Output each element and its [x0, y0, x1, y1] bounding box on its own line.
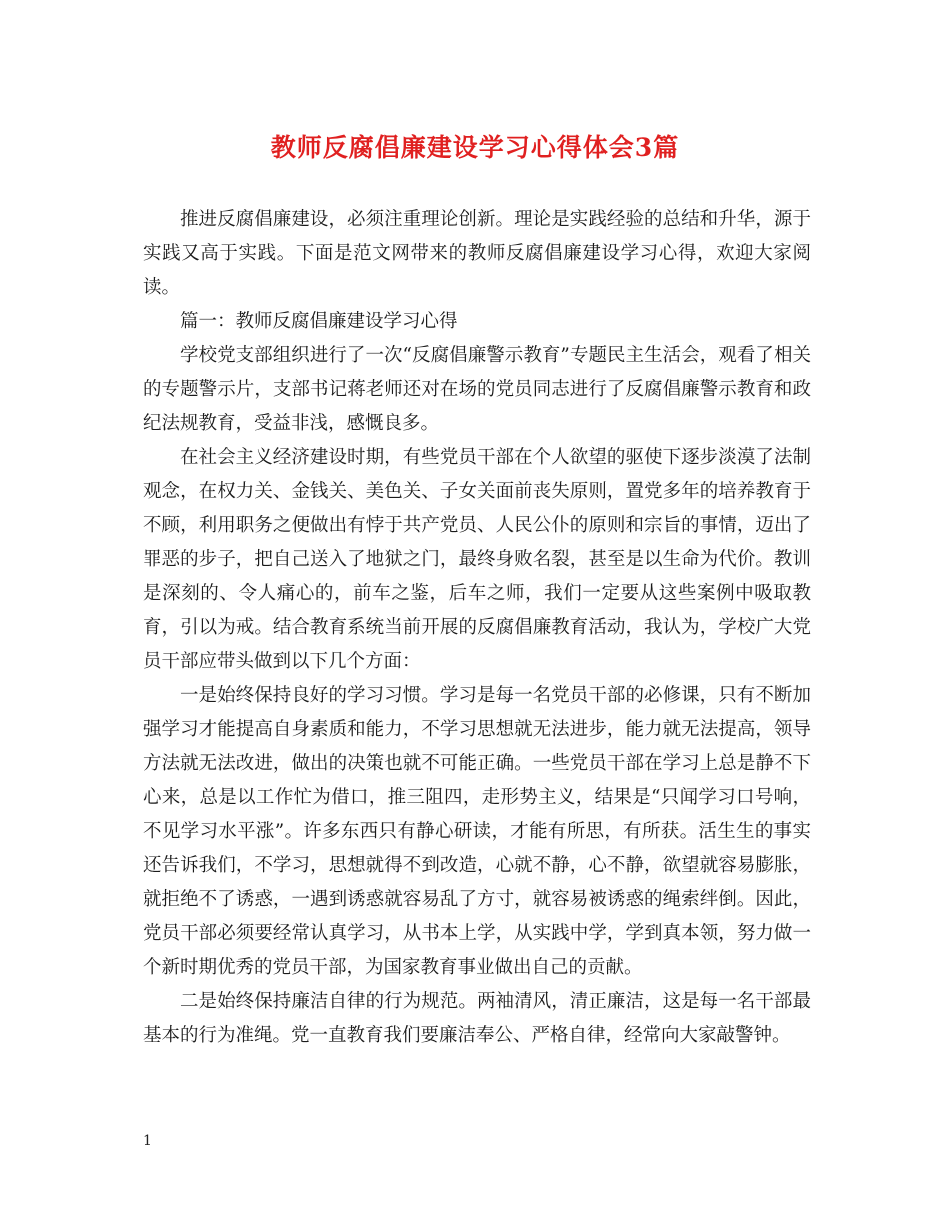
page-number: 1	[143, 1133, 152, 1149]
paragraph-body: 一是始终保持良好的学习习惯。学习是每一名党员干部的必修课，只有不断加强学习才能提高自身素质和能力，不学习思想就无法进步，能力就无法提高，领导方法就无法改进，做出的决策也就不可能正确。一些党员干部在学习上总是静不下心来，总是以工作忙为借口，推三阻四，走形势主义，结果是“只闻学习口号响，不见学习水平涨”。许多东西只有静心研读，才能有所思，有所获。活生生的事实还告诉我们，不学习，思想就得不到改造，心就不静，心不静，欲望就容易膨胀，就拒绝不了诱惑，一遇到诱惑就容易乱了方寸，就容易被诱惑的绳索绊倒。因此，党员干部必须要经常认真学习，从书本上学，从实践中学，学到真本领，努力做一个新时期优秀的党员干部，为国家教育事业做出自己的贡献。	[143, 685, 811, 978]
paragraph-intro: 推进反腐倡廉建设，必须注重理论创新。理论是实践经验的总结和升华，源于实践又高于实践。下面是范文网带来的教师反腐倡廉建设学习心得，欢迎大家阅读。	[143, 209, 811, 298]
paragraph-body: 学校党支部组织进行了一次“反腐倡廉警示教育”专题民主生活会，观看了相关的专题警示片，支部书记蒋老师还对在场的党员同志进行了反腐倡廉警示教育和政纪法规教育，受益非浅，感慨良多。	[143, 345, 811, 434]
paragraph-body: 在社会主义经济建设时期，有些党员干部在个人欲望的驱使下逐步淡漠了法制观念，在权力关、金钱关、美色关、子女关面前丧失原则，置党多年的培养教育于不顾，利用职务之便做出有悖于共产党员、人民公仆的原则和宗旨的事情，迈出了罪恶的步子，把自己送入了地狱之门，最终身败名裂，甚至是以生命为代价。教训是深刻的、令人痛心的，前车之鉴，后车之师，我们一定要从这些案例中吸取教育，引以为戒。结合教育系统当前开展的反腐倡廉教育活动，我认为，学校广大党员干部应带头做到以下几个方面：	[143, 447, 811, 672]
document-title: 教师反腐倡廉建设学习心得体会3篇	[270, 133, 680, 162]
paragraph-section-heading: 篇一：教师反腐倡廉建设学习心得	[180, 311, 458, 332]
paragraph-body: 二是始终保持廉洁自律的行为规范。两袖清风，清正廉洁，这是每一名干部最基本的行为准绳。党一直教育我们要廉洁奉公、严格自律，经常向大家敲警钟。	[143, 991, 811, 1046]
document-body	[143, 203, 811, 1053]
